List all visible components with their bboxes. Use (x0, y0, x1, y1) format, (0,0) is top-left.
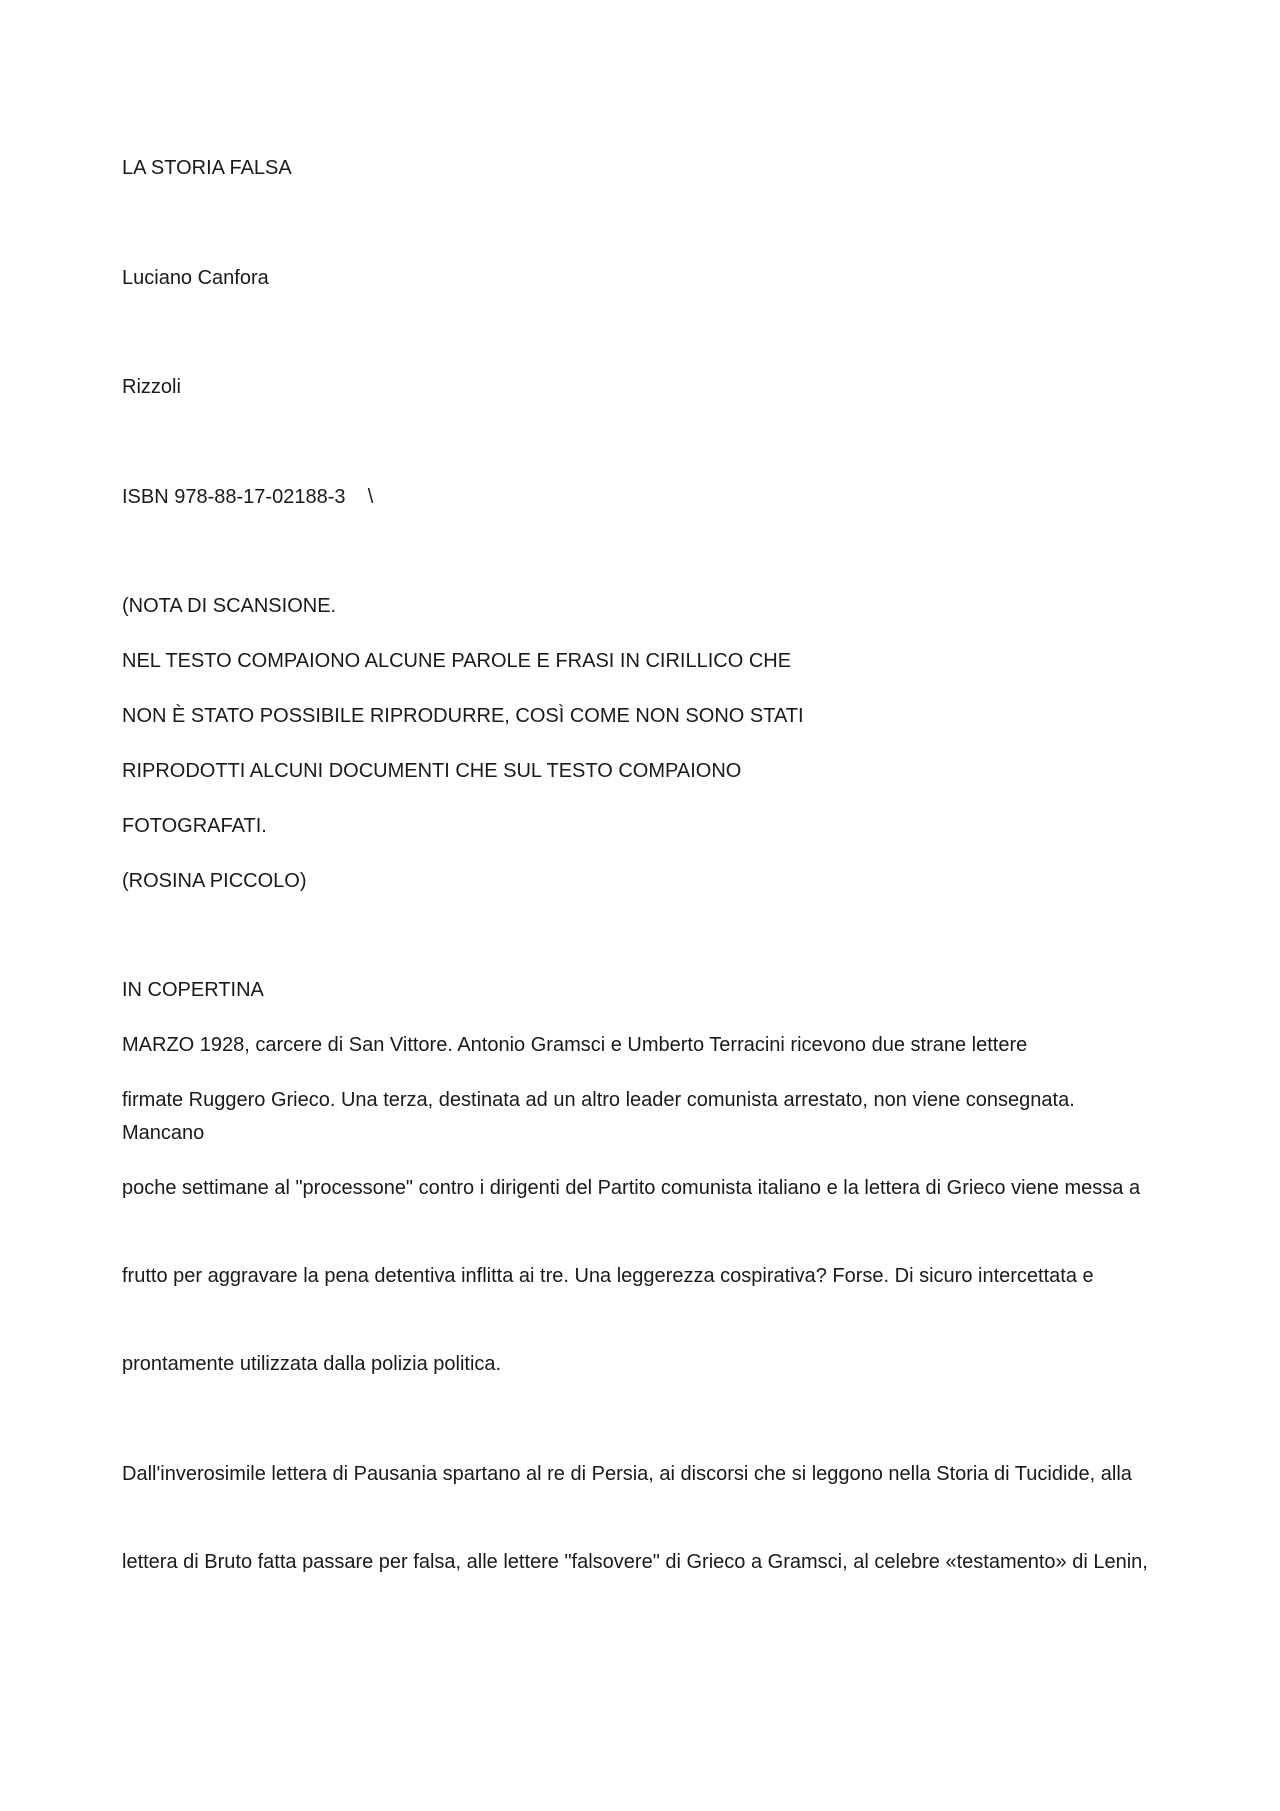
cover-paragraph: firmate Ruggero Grieco. Una terza, destinata ad un altro leader comunista arrestato, non viene consegnata. Mancano (122, 1089, 1075, 1144)
body-paragraph: Dall'inverosimile lettera di Pausania spartano al re di Persia, ai discorsi che si leggono nella Storia di Tucidide, alla (122, 1463, 1132, 1485)
cover-paragraph: prontamente utilizzata dalla polizia politica. (122, 1353, 502, 1375)
scan-note-line: RIPRODOTTI ALCUNI DOCUMENTI CHE SUL TESTO COMPAIONO (122, 760, 742, 782)
isbn-line: ISBN 978-88-17-02188-3 \ (122, 486, 374, 508)
cover-paragraph: poche settimane al "processone" contro i dirigenti del Partito comunista italiano e la lettera di Grieco viene messa a (122, 1177, 1141, 1199)
cover-paragraph: MARZO 1928, carcere di San Vittore. Antonio Gramsci e Umberto Terracini ricevono due strane lettere (122, 1034, 1028, 1056)
scan-note-line: NEL TESTO COMPAIONO ALCUNE PAROLE E FRASI IN CIRILLICO CHE (122, 650, 792, 672)
cover-paragraph: frutto per aggravare la pena detentiva inflitta ai tre. Una leggerezza cospirativa? Forse. Di sicuro intercettata e (122, 1265, 1094, 1287)
scan-note-heading: (NOTA DI SCANSIONE. (122, 595, 337, 617)
publisher-name: Rizzoli (122, 376, 181, 398)
author-name: Luciano Canfora (122, 267, 269, 289)
scan-note-line: NON È STATO POSSIBILE RIPRODURRE, COSÌ COME NON SONO STATI (122, 705, 804, 727)
cover-heading: IN COPERTINA (122, 979, 264, 1001)
book-title: LA STORIA FALSA (122, 157, 292, 179)
body-paragraph: lettera di Bruto fatta passare per falsa, alle lettere "falsovere" di Grieco a Gramsci, al celebre «testamento» di Lenin, (122, 1551, 1148, 1573)
scan-note-line: FOTOGRAFATI. (122, 815, 267, 837)
scan-note-signature: (ROSINA PICCOLO) (122, 870, 307, 892)
